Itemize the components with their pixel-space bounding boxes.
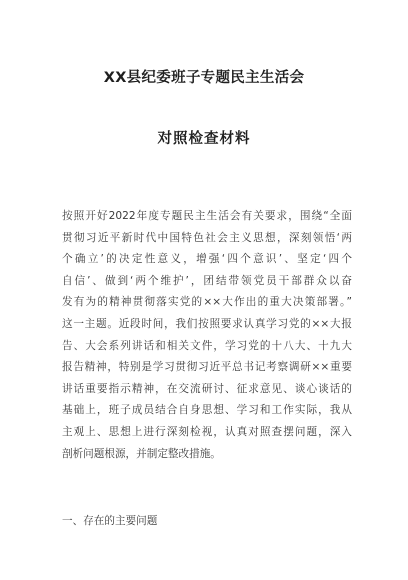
paragraph-line: 讲话重要指示精神，在交流研讨、征求意见、谈心谈话的 — [62, 382, 352, 395]
paragraph-line: 基础上，班子成员结合自身思想、学习和工作实际，我从 — [62, 404, 352, 417]
paragraph-line: 按照开好2022年度专题民主生活会有关要求，围绕“全面 — [62, 210, 352, 222]
document-subtitle: 对照检查材料 — [157, 131, 251, 147]
body-paragraph — [62, 206, 352, 465]
paragraph-line: 这一主题。近段时间，我们按照要求认真学习党的××大报 — [62, 317, 352, 330]
paragraph-line: 个确立’的决定性意义，增强‘四个意识’、坚定‘四个 — [62, 253, 352, 266]
paragraph-line: 剖析问题根源，并制定整改措施。 — [62, 447, 221, 460]
paragraph-line: 发有为的精神贯彻落实党的××大作出的重大决策部署。” — [62, 296, 352, 309]
paragraph-line: 主观上、思想上进行深刻检视，认真对照查摆问题，深入 — [62, 425, 352, 438]
document-title: XX县纪委班子专题民主生活会 — [103, 70, 305, 86]
paragraph-line: 报告精神，特别是学习贯彻习近平总书记考察调研××重要 — [62, 361, 352, 374]
paragraph-line: 自信’、做到‘两个维护’，团结带领党员干部群众以奋 — [62, 274, 352, 287]
paragraph-line: 贯彻习近平新时代中国特色社会主义思想，深刻领悟‘两 — [62, 231, 352, 244]
paragraph-line: 告、大会系列讲话和相关文件，学习党的十八大、十九大 — [62, 339, 352, 352]
section-heading: 一、存在的主要问题 — [62, 515, 158, 527]
